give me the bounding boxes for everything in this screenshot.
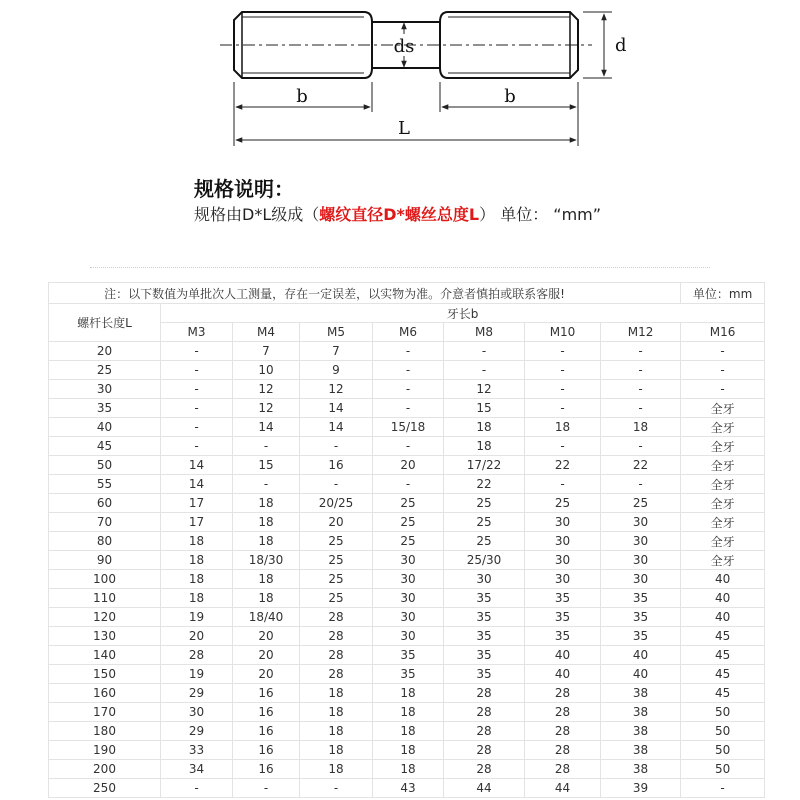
thread-length-cell: 22	[525, 456, 601, 475]
length-cell: 130	[49, 627, 161, 646]
thread-length-cell: 25	[444, 494, 525, 513]
length-cell: 120	[49, 608, 161, 627]
table-row	[49, 703, 765, 722]
table-row	[49, 494, 765, 513]
thread-length-cell: 44	[525, 779, 601, 798]
thread-length-cell: 17	[161, 494, 233, 513]
thread-length-cell: -	[373, 380, 444, 399]
thread-length-cell: -	[300, 779, 373, 798]
table-note: 注：以下数值为单批次人工测量，存在一定误差，以实物为准。介意者慎拍或联系客服!	[49, 283, 681, 304]
thread-length-cell: 20/25	[300, 494, 373, 513]
table-row	[49, 646, 765, 665]
thread-length-cell: 全牙	[681, 475, 765, 494]
thread-length-cell: 18	[525, 418, 601, 437]
thread-length-cell: 35	[601, 627, 681, 646]
thread-length-cell: 18	[373, 703, 444, 722]
thread-length-cell: 35	[525, 627, 601, 646]
d-label: d	[615, 35, 627, 56]
thread-length-cell: 14	[161, 475, 233, 494]
table-row	[49, 608, 765, 627]
column-header: M16	[681, 323, 765, 342]
thread-length-cell: 18	[161, 570, 233, 589]
thread-length-cell: 18	[233, 589, 300, 608]
thread-length-cell: -	[161, 418, 233, 437]
thread-length-cell: 38	[601, 703, 681, 722]
thread-length-cell: 30	[525, 532, 601, 551]
thread-length-cell: 25	[373, 494, 444, 513]
thread-length-cell: -	[525, 437, 601, 456]
thread-length-cell: 15	[444, 399, 525, 418]
spec-description	[194, 177, 601, 226]
table-row	[49, 684, 765, 703]
column-header: M5	[300, 323, 373, 342]
thread-length-cell: -	[681, 342, 765, 361]
thread-length-cell: 28	[525, 703, 601, 722]
thread-length-cell: 18	[161, 589, 233, 608]
thread-length-cell: 12	[300, 380, 373, 399]
thread-length-cell: 20	[300, 513, 373, 532]
thread-length-cell: 40	[681, 570, 765, 589]
thread-length-cell: 25	[525, 494, 601, 513]
thread-length-cell: 全牙	[681, 456, 765, 475]
thread-length-cell: -	[233, 437, 300, 456]
thread-length-cell: 9	[300, 361, 373, 380]
thread-length-cell: -	[525, 475, 601, 494]
table-unit: 单位：mm	[681, 283, 765, 304]
length-cell: 55	[49, 475, 161, 494]
thread-length-cell: 16	[233, 722, 300, 741]
thread-length-cell: 28	[300, 608, 373, 627]
column-header: M3	[161, 323, 233, 342]
thread-length-cell: 30	[373, 589, 444, 608]
table-row	[49, 722, 765, 741]
thread-length-cell: 28	[444, 684, 525, 703]
length-cell: 30	[49, 380, 161, 399]
thread-length-cell: 18/30	[233, 551, 300, 570]
thread-length-cell: 35	[444, 589, 525, 608]
thread-length-cell: 38	[601, 741, 681, 760]
length-cell: 200	[49, 760, 161, 779]
thread-length-cell: 40	[681, 608, 765, 627]
thread-length-cell: -	[161, 361, 233, 380]
thread-length-cell: -	[233, 779, 300, 798]
thread-length-cell: 38	[601, 760, 681, 779]
stud-bolt-diagram	[0, 0, 800, 160]
table-row	[49, 513, 765, 532]
thread-length-cell: 14	[161, 456, 233, 475]
length-cell: 90	[49, 551, 161, 570]
thread-length-cell: 16	[233, 760, 300, 779]
thread-length-cell: 7	[233, 342, 300, 361]
thread-length-cell: -	[373, 399, 444, 418]
thread-length-cell: 35	[444, 665, 525, 684]
thread-length-cell: 17	[161, 513, 233, 532]
thread-length-cell: 18	[233, 494, 300, 513]
thread-length-cell: 14	[300, 399, 373, 418]
thread-length-cell: -	[161, 399, 233, 418]
thread-length-cell: 18	[161, 551, 233, 570]
table-row	[49, 342, 765, 361]
thread-length-cell: 18	[373, 760, 444, 779]
length-cell: 20	[49, 342, 161, 361]
table-row	[49, 589, 765, 608]
thread-length-cell: 18	[300, 741, 373, 760]
thread-length-cell: -	[601, 342, 681, 361]
thread-length-cell: -	[601, 475, 681, 494]
thread-length-cell: 35	[373, 665, 444, 684]
table-row	[49, 456, 765, 475]
length-cell: 35	[49, 399, 161, 418]
column-header: M4	[233, 323, 300, 342]
thread-length-cell: 28	[300, 646, 373, 665]
thread-length-cell: 全牙	[681, 513, 765, 532]
thread-length-cell: 12	[233, 399, 300, 418]
table-row	[49, 380, 765, 399]
thread-length-cell: 25	[300, 551, 373, 570]
thread-length-cell: 19	[161, 665, 233, 684]
length-cell: 150	[49, 665, 161, 684]
size-table	[48, 282, 765, 798]
thread-length-cell: 40	[525, 646, 601, 665]
thread-length-cell: 18	[300, 722, 373, 741]
thread-length-cell: 30	[373, 608, 444, 627]
b-left-label: b	[296, 86, 308, 107]
thread-length-cell: 18	[601, 418, 681, 437]
thread-length-cell: 22	[601, 456, 681, 475]
thread-length-cell: -	[444, 361, 525, 380]
thread-length-cell: 全牙	[681, 532, 765, 551]
spec-highlight: 螺纹直径D*螺丝总度L	[319, 205, 480, 224]
length-cell: 80	[49, 532, 161, 551]
L-label: L	[398, 118, 410, 139]
thread-length-cell: -	[681, 361, 765, 380]
length-cell: 25	[49, 361, 161, 380]
thread-length-cell: 18	[373, 722, 444, 741]
thread-length-cell: 40	[681, 589, 765, 608]
spec-prefix: 规格由D*L级成（	[194, 205, 320, 224]
length-cell: 60	[49, 494, 161, 513]
thread-length-cell: 30	[373, 627, 444, 646]
thread-length-cell: 30	[373, 570, 444, 589]
thread-length-cell: 28	[525, 760, 601, 779]
group-header: 牙长b	[161, 304, 765, 323]
thread-length-cell: 12	[444, 380, 525, 399]
thread-length-cell: -	[373, 342, 444, 361]
thread-length-cell: 43	[373, 779, 444, 798]
thread-length-cell: 17/22	[444, 456, 525, 475]
thread-length-cell: 35	[444, 646, 525, 665]
thread-length-cell: -	[444, 342, 525, 361]
b-right-label: b	[504, 86, 516, 107]
thread-length-cell: -	[525, 361, 601, 380]
table-row	[49, 741, 765, 760]
table-row	[49, 760, 765, 779]
length-cell: 160	[49, 684, 161, 703]
thread-length-cell: 29	[161, 684, 233, 703]
thread-length-cell: 14	[300, 418, 373, 437]
thread-length-cell: 38	[601, 722, 681, 741]
separator	[90, 267, 710, 268]
thread-length-cell: 35	[373, 646, 444, 665]
table-row	[49, 475, 765, 494]
thread-length-cell: 全牙	[681, 418, 765, 437]
thread-length-cell: 28	[444, 703, 525, 722]
thread-length-cell: 35	[525, 608, 601, 627]
thread-length-cell: 20	[373, 456, 444, 475]
thread-length-cell: 30	[601, 570, 681, 589]
length-cell: 45	[49, 437, 161, 456]
length-cell: 50	[49, 456, 161, 475]
thread-length-cell: 50	[681, 760, 765, 779]
thread-length-cell: -	[601, 399, 681, 418]
table-row	[49, 361, 765, 380]
thread-length-cell: -	[233, 475, 300, 494]
thread-length-cell: 30	[525, 513, 601, 532]
thread-length-cell: 22	[444, 475, 525, 494]
thread-length-cell: 28	[525, 741, 601, 760]
thread-length-cell: 50	[681, 703, 765, 722]
thread-length-cell: 全牙	[681, 399, 765, 418]
thread-length-cell: 30	[601, 532, 681, 551]
thread-length-cell: 25	[300, 532, 373, 551]
thread-length-cell: 14	[233, 418, 300, 437]
thread-length-cell: 28	[444, 760, 525, 779]
thread-length-cell: -	[601, 361, 681, 380]
thread-length-cell: 25	[373, 513, 444, 532]
thread-length-cell: -	[601, 437, 681, 456]
thread-length-cell: 15	[233, 456, 300, 475]
spec-suffix: ） 单位： “mm”	[479, 205, 602, 224]
length-cell: 100	[49, 570, 161, 589]
thread-length-cell: 全牙	[681, 551, 765, 570]
thread-length-cell: 35	[601, 589, 681, 608]
thread-length-cell: 28	[300, 627, 373, 646]
thread-length-cell: 45	[681, 646, 765, 665]
thread-length-cell: 10	[233, 361, 300, 380]
thread-length-cell: 50	[681, 741, 765, 760]
thread-length-cell: -	[681, 779, 765, 798]
thread-length-cell: 33	[161, 741, 233, 760]
thread-length-cell: -	[161, 380, 233, 399]
thread-length-cell: 34	[161, 760, 233, 779]
thread-length-cell: 45	[681, 665, 765, 684]
thread-length-cell: 16	[233, 741, 300, 760]
thread-length-cell: -	[525, 399, 601, 418]
thread-length-cell: 25	[444, 532, 525, 551]
spec-title: 规格说明：	[194, 177, 294, 201]
column-header: M6	[373, 323, 444, 342]
table-row	[49, 551, 765, 570]
thread-length-cell: 12	[233, 380, 300, 399]
length-cell: 110	[49, 589, 161, 608]
thread-length-cell: 20	[161, 627, 233, 646]
thread-length-cell: 25	[601, 494, 681, 513]
thread-length-cell: 18	[233, 570, 300, 589]
thread-length-cell: -	[525, 342, 601, 361]
thread-length-cell: -	[161, 437, 233, 456]
thread-length-cell: 全牙	[681, 494, 765, 513]
spec-line	[194, 204, 601, 226]
thread-length-cell: 16	[233, 703, 300, 722]
table-row	[49, 570, 765, 589]
thread-length-cell: 45	[681, 627, 765, 646]
table-row	[49, 627, 765, 646]
thread-length-cell: 38	[601, 684, 681, 703]
thread-length-cell: 28	[161, 646, 233, 665]
thread-length-cell: 20	[233, 627, 300, 646]
thread-length-cell: 28	[444, 722, 525, 741]
thread-length-cell: 30	[525, 570, 601, 589]
table-row	[49, 399, 765, 418]
thread-length-cell: 30	[601, 513, 681, 532]
thread-length-cell: 39	[601, 779, 681, 798]
thread-length-cell: -	[161, 342, 233, 361]
thread-length-cell: 7	[300, 342, 373, 361]
thread-length-cell: 18	[444, 437, 525, 456]
thread-length-cell: 25	[373, 532, 444, 551]
thread-length-cell: 16	[233, 684, 300, 703]
table-row	[49, 665, 765, 684]
thread-length-cell: -	[681, 380, 765, 399]
row-header: 螺杆长度L	[49, 304, 161, 342]
thread-length-cell: 18	[233, 513, 300, 532]
thread-length-cell: 28	[300, 665, 373, 684]
thread-length-cell: 18	[444, 418, 525, 437]
thread-length-cell: 40	[601, 646, 681, 665]
thread-length-cell: 18	[373, 684, 444, 703]
length-cell: 190	[49, 741, 161, 760]
thread-length-cell: 35	[444, 608, 525, 627]
table-row	[49, 437, 765, 456]
thread-length-cell: 29	[161, 722, 233, 741]
thread-length-cell: 18/40	[233, 608, 300, 627]
length-cell: 40	[49, 418, 161, 437]
length-cell: 250	[49, 779, 161, 798]
table-row	[49, 418, 765, 437]
thread-length-cell: -	[373, 475, 444, 494]
thread-length-cell: 40	[525, 665, 601, 684]
thread-length-cell: 30	[161, 703, 233, 722]
thread-length-cell: 20	[233, 646, 300, 665]
thread-length-cell: 30	[444, 570, 525, 589]
thread-length-cell: 30	[525, 551, 601, 570]
thread-length-cell: 44	[444, 779, 525, 798]
table-body	[49, 342, 765, 798]
thread-length-cell: 28	[525, 684, 601, 703]
thread-length-cell: 20	[233, 665, 300, 684]
thread-length-cell: 30	[373, 551, 444, 570]
thread-length-cell: 28	[525, 722, 601, 741]
length-cell: 140	[49, 646, 161, 665]
length-cell: 180	[49, 722, 161, 741]
thread-length-cell: 35	[444, 627, 525, 646]
table-row	[49, 532, 765, 551]
thread-length-cell: 18	[300, 703, 373, 722]
thread-length-cell: 16	[300, 456, 373, 475]
thread-length-cell: 18	[300, 760, 373, 779]
length-cell: 70	[49, 513, 161, 532]
thread-length-cell: 25	[300, 589, 373, 608]
thread-length-cell: 15/18	[373, 418, 444, 437]
thread-length-cell: 25/30	[444, 551, 525, 570]
thread-length-cell: 18	[161, 532, 233, 551]
thread-length-cell: 全牙	[681, 437, 765, 456]
length-cell: 170	[49, 703, 161, 722]
thread-length-cell: 28	[444, 741, 525, 760]
thread-length-cell: 25	[444, 513, 525, 532]
thread-length-cell: -	[601, 380, 681, 399]
thread-length-cell: -	[373, 437, 444, 456]
thread-length-cell: -	[300, 437, 373, 456]
thread-length-cell: 35	[525, 589, 601, 608]
thread-length-cell: 18	[373, 741, 444, 760]
thread-length-cell: 18	[233, 532, 300, 551]
column-header: M12	[601, 323, 681, 342]
thread-length-cell: 25	[300, 570, 373, 589]
thread-length-cell: 40	[601, 665, 681, 684]
column-header: M10	[525, 323, 601, 342]
thread-length-cell: 50	[681, 722, 765, 741]
thread-length-cell: 45	[681, 684, 765, 703]
thread-length-cell: -	[161, 779, 233, 798]
thread-length-cell: -	[300, 475, 373, 494]
thread-length-cell: -	[373, 361, 444, 380]
table-row	[49, 779, 765, 798]
thread-length-cell: -	[525, 380, 601, 399]
column-header: M8	[444, 323, 525, 342]
thread-length-cell: 30	[601, 551, 681, 570]
thread-length-cell: 35	[601, 608, 681, 627]
ds-label: ds	[393, 36, 415, 57]
thread-length-cell: 19	[161, 608, 233, 627]
thread-length-cell: 18	[300, 684, 373, 703]
